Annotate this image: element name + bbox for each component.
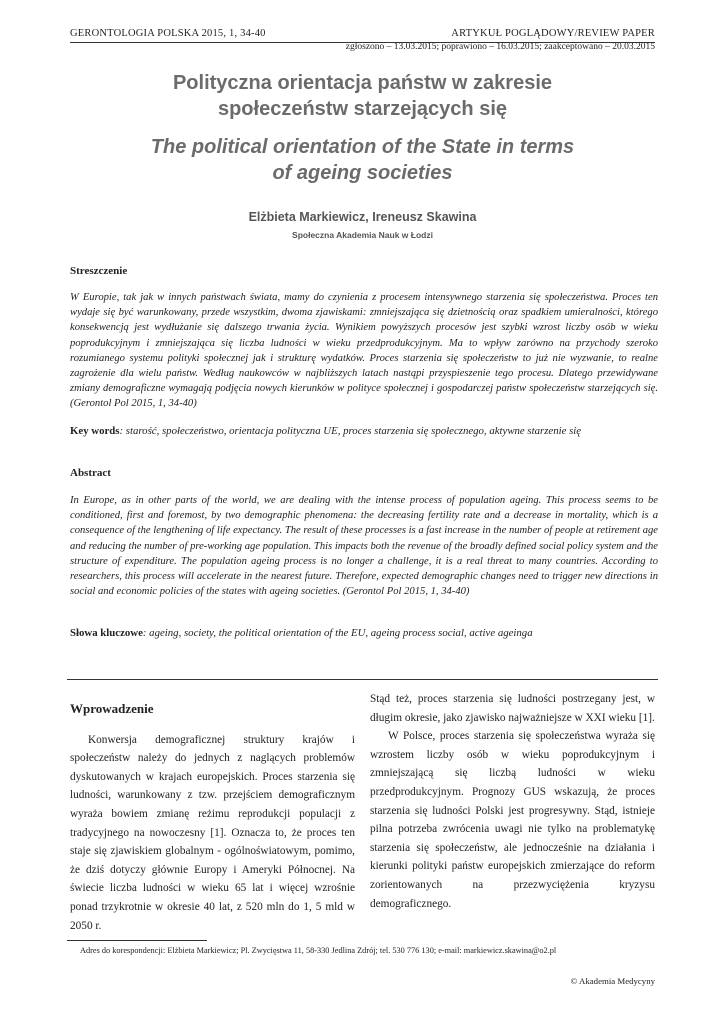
body-column-left [70, 690, 355, 935]
keywords-english [70, 626, 658, 641]
keywords-polish [70, 424, 658, 439]
title-polish [70, 70, 655, 122]
authors: Elżbieta Markiewicz, Ireneusz Skawina [248, 210, 477, 224]
keywords-label: Key words [70, 425, 120, 437]
body-paragraph: W Polsce, proces starzenia się społeczeństwa wyraża się wzrostem liczby osób w wieku poprodukcyjnym i zmniejszającą się liczbą ludności w wieku przedprodukcyjnym. Prognozy GUS wskazują, że proces starzenia się ludności Polski jest progresywny. Stąd, istnieje pilna potrzeba zwrócenia uwagi nie tylko na problematykę starzenia się społeczeństw, ale jednocześnie na działania i kierunki polityki państw europejskich zmierzające do reform zorientowanych na przezwyciężenia kryzysu demograficznego. [370, 730, 655, 910]
footnote-rule [67, 940, 207, 941]
affiliation: Społeczna Akademia Nauk w Łodzi [292, 230, 433, 240]
header-rule [70, 42, 655, 43]
title-polish-line1: Polityczna orientacja państw w zakresie [172, 72, 553, 94]
title-english [70, 134, 655, 186]
abstract-heading: Abstract [70, 467, 111, 479]
title-english-line2: of ageing societies [272, 162, 453, 184]
section-heading-introduction: Wprowadzenie [70, 701, 154, 716]
article-type: ARTYKUŁ POGLĄDOWY/REVIEW PAPER [451, 28, 655, 39]
abstract-text: In Europe, as in other parts of the world, we are dealing with the intense process of population ageing. This process seems to be conditioned, first and foremost, by two demographic phenomena: the decreasing fertility rate and a decrease in mortality, which is a consequence of the lengthening of life expectancy. The result of these processes is a fast increase in the number of people at retirement age and reducing the number of pre-working age population. This impacts both the revenue of the broadly defined social policy system and the structure of expenditure. The population ageing process is no longer a challenge, it is a real threat to many countries. According to researchers, this process will accelerate in the nearest future. Therefore, expected demographic changes need to trigger new directions in social and economic policies of the states with ageing societies. (Gerontol Pol 2015, 1, 34-40) [70, 495, 658, 598]
streszczenie-heading: Streszczenie [70, 265, 128, 277]
journal-citation: GERONTOLOGIA POLSKA 2015, 1, 34-40 [70, 28, 266, 39]
body-paragraph: Konwersja demograficznej struktury krajów i społeczeństw należy do jednych z naglących problemów dyskutowanych w krajach europejskich. Proces starzenia się ludności, warunkowany z tzw. przejściem demograficznym wyraża bowiem zmianę reżimu reprodukcji populacji z tradycyjnego na nowoczesny [1]. Oznacza to, że proces ten staje się zjawiskiem globalnym - ogólnoświatowym, pomimo, że dziś dotyczy głównie Europy i Ameryki Północnej. Na świecie liczba ludności w wieku 65 lat i więcej wzrośnie ponad trzykrotnie w okresie 40 lat, z 520 mln do 1, 5 mld w 2050 r. [70, 733, 355, 932]
keywords-text: : ageing, society, the political orientation of the EU, ageing process social, active ageinga [142, 627, 533, 639]
section-divider [67, 679, 658, 680]
title-english-line1: The political orientation of the State in terms [150, 136, 575, 158]
body-column-right [370, 690, 655, 913]
keywords-text: : starość, społeczeństwo, orientacja polityczna UE, proces starzenia się społecznego, aktywne starzenie się [119, 425, 582, 437]
copyright-notice: © Akademia Medycyny [570, 976, 655, 986]
keywords-label: Słowa kluczowe [70, 627, 143, 639]
title-polish-line2: społeczeństw starzejących się [217, 98, 508, 120]
correspondence-footnote: Adres do korespondencji: Elżbieta Markiewicz; Pl. Zwycięstwa 11, 58-330 Jedlina Zdrój; tel. 530 776 130; e-mail: markiewicz.skawina@o2.pl [80, 946, 557, 955]
running-header [70, 28, 655, 52]
body-paragraph: Stąd też, proces starzenia się ludności postrzegany jest, w długim okresie, jako zjawisko najważniejsze w XXI wieku [1]. [370, 693, 655, 724]
streszczenie-text: W Europie, tak jak w innych państwach świata, mamy do czynienia z procesem intensywnego starzenia się społeczeństwa. Proces ten wydaje się być warunkowany, przede wszystkim, dwoma zjawiskami: zmniejszająca się dzietnością oraz spadkiem umieralności, którego konsekwencją jest wydłużanie się dalszego trwania życia. Wynikiem powyższych procesów jest szybki wzrost liczby osób w wieku poprodukcyjnym i zmniejszająca się liczba ludności w wieku przedprodukcyjnym. Ma to wpływ zarówno na przychody szeroko rozumianego systemu polityki społecznej jak i strukturę wydatków. Proces starzenia się społeczeństw to już nie wyzwanie, to realne zagrożenie dla wielu państw. Według naukowców w najbliższych latach nastąpi przyspieszenie tego procesu. Dlatego przewidywane zmiany demograficzne wymagają podjęcia nowych kierunków w polityce społecznej i gospodarczej państw społeczeństw starzejących się. (Gerontol Pol 2015, 1, 34-40) [70, 292, 658, 410]
submission-dates: zgłoszono – 13.03.2015; poprawiono – 16.03.2015; zaakceptowano – 20.03.2015 [345, 42, 655, 52]
